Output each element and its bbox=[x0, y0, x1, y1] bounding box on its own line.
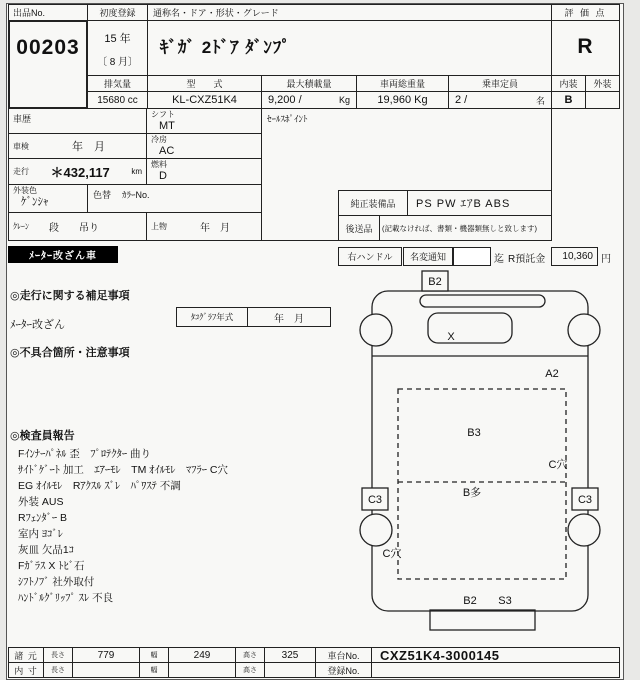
fuel-value: D bbox=[159, 170, 167, 182]
vehicle-name-header: 通称名・ドア・形状・グレード bbox=[147, 4, 552, 21]
report-line: 外装 AUS bbox=[18, 496, 64, 508]
registration-no-value bbox=[371, 662, 620, 678]
mark-left-lower: C穴 bbox=[382, 548, 402, 560]
capacity-value: 2 / bbox=[455, 94, 468, 106]
lot-number-label: 出品No. bbox=[8, 4, 88, 21]
mileage-cell bbox=[8, 158, 147, 185]
inner-length-label: 長さ bbox=[43, 662, 73, 678]
inner-height-value bbox=[264, 662, 316, 678]
inner-width-value bbox=[168, 662, 236, 678]
crane-hang: 吊り bbox=[79, 223, 99, 234]
genuine-equip-label: 純正装備品 bbox=[338, 190, 408, 216]
width-value: 249 bbox=[168, 647, 236, 663]
truck-outline bbox=[372, 291, 588, 611]
ac-cell bbox=[146, 133, 262, 159]
registration-no-label: 登録No. bbox=[315, 662, 372, 678]
interior-label: 内装 bbox=[551, 75, 586, 92]
front-grille bbox=[420, 295, 545, 307]
inspection-value: 年 月 bbox=[72, 141, 105, 153]
max-load-label: 最大積載量 bbox=[261, 75, 357, 92]
max-load-cell bbox=[261, 91, 357, 109]
name-change-box: 名変通知 bbox=[403, 247, 453, 266]
vehicle-diagram bbox=[350, 264, 622, 648]
body-color-label: 外装色 bbox=[13, 186, 37, 195]
chassis-no-label: 車台No. bbox=[315, 647, 372, 663]
mark-bed-mid: B多 bbox=[462, 487, 482, 499]
report-line: EG ｵｲﾙﾓﾚ Rｱｸｽﾙ ｽﾞﾚ ﾊﾟﾜｽﾃ 不調 bbox=[18, 480, 181, 492]
mileage-value: ＊432,117 bbox=[50, 165, 110, 180]
report-line: Rﾌｪﾝﾀﾞｰ B bbox=[18, 512, 68, 524]
recolor-cell bbox=[87, 184, 262, 213]
report-line: ﾊﾝﾄﾞﾙｸﾞﾘｯﾌﾟ ｽﾚ 不良 bbox=[18, 592, 114, 604]
body-color-value: ｹﾞﾝｼｬ bbox=[21, 196, 49, 208]
right-handle-box: 右ハンドル bbox=[338, 247, 402, 266]
lot-number: 00203 bbox=[8, 20, 88, 109]
meter-tampered-badge: ﾒｰﾀｰ改ざん車 bbox=[8, 246, 118, 263]
gross-weight-value: 19,960 Kg bbox=[356, 91, 449, 109]
specs-label: 諸 元 bbox=[8, 647, 44, 663]
defect-title: ◎不具合箇所・注意事項 bbox=[10, 347, 130, 359]
recycle-deposit-label: R預託金 bbox=[508, 254, 546, 265]
evaluation-grade: R bbox=[551, 20, 620, 76]
chassis-no-value: CXZ51K4-3000145 bbox=[371, 647, 620, 663]
capacity-cell bbox=[448, 91, 552, 109]
report-line: Fｲﾝﾅｰﾊﾟﾈﾙ 歪 ﾌﾟﾛﾃｸﾀｰ 曲り bbox=[18, 448, 151, 460]
report-line: 灰皿 欠品1ｺ bbox=[18, 544, 75, 556]
length-value: 779 bbox=[72, 647, 140, 663]
first-registration-cell bbox=[87, 20, 148, 76]
inspection-label: 車検 bbox=[13, 141, 29, 151]
mark-front: B2 bbox=[428, 276, 442, 288]
shift-value: MT bbox=[159, 120, 175, 132]
cargo-bed-outline bbox=[398, 389, 566, 579]
mileage-label: 走行 bbox=[13, 167, 29, 176]
first-registration-year: 15 年 bbox=[104, 33, 131, 45]
meter-tampered-note: ﾒｰﾀｰ改ざん bbox=[10, 319, 65, 331]
fuel-label: 燃料 bbox=[151, 160, 167, 169]
genuine-equip-value: PS PW ｴｱB ABS bbox=[407, 190, 552, 216]
inspector-report-title: ◎検査員報告 bbox=[10, 430, 75, 442]
length-label: 長さ bbox=[43, 647, 73, 663]
width-label: 幅 bbox=[139, 647, 169, 663]
recolor-label: 色替 bbox=[93, 190, 112, 200]
first-registration-label: 初度登録 bbox=[87, 4, 148, 21]
model-code-value: KL-CXZ51K4 bbox=[147, 91, 262, 109]
windshield bbox=[428, 313, 512, 343]
mileage-note-title: ◎走行に関する補足事項 bbox=[10, 290, 130, 302]
displacement-label: 排気量 bbox=[87, 75, 148, 92]
history-label: 車歴 bbox=[13, 114, 32, 124]
displacement-value: 15680 cc bbox=[87, 91, 148, 109]
mark-right-box: C3 bbox=[577, 494, 593, 506]
mark-rear-left: B2 bbox=[463, 595, 477, 607]
max-load-value: 9,200 / bbox=[268, 94, 302, 106]
report-line: Fｶﾞﾗｽ X ﾄﾋﾞ石 bbox=[18, 560, 85, 572]
shift-label: シフト bbox=[151, 110, 175, 119]
exterior-grade bbox=[585, 91, 620, 109]
currency-label: 円 bbox=[601, 254, 611, 265]
inner-height-label: 高さ bbox=[235, 662, 265, 678]
inspection-cell bbox=[8, 133, 147, 159]
height-value: 325 bbox=[264, 647, 316, 663]
interior-grade: B bbox=[551, 91, 586, 109]
rear-right-wheel bbox=[568, 514, 600, 546]
upper-body-cell bbox=[146, 212, 262, 241]
report-line: ｼﾌﾄﾉﾌﾞ 社外取付 bbox=[18, 576, 95, 588]
rear-left-wheel bbox=[360, 514, 392, 546]
max-load-unit: Kg bbox=[338, 95, 350, 105]
front-right-wheel bbox=[568, 314, 600, 346]
upper-body-value: 年 月 bbox=[200, 223, 230, 234]
inner-width-label: 幅 bbox=[139, 662, 169, 678]
gross-weight-label: 車両総重量 bbox=[356, 75, 449, 92]
report-line: 室内 ﾖｺﾞﾚ bbox=[18, 528, 63, 540]
mark-left-box: C3 bbox=[367, 494, 383, 506]
exterior-label: 外装 bbox=[585, 75, 620, 92]
model-code-label: 型 式 bbox=[147, 75, 262, 92]
later-items-note: (記載なければ、書類・機器類無しと致します) bbox=[379, 215, 552, 241]
rear-gate bbox=[430, 610, 535, 630]
evaluation-label: 評 価 点 bbox=[551, 4, 620, 21]
body-color-cell bbox=[8, 184, 88, 213]
tachograph-value-box: 年 月 bbox=[247, 307, 331, 327]
upper-body-label: 上物 bbox=[151, 222, 167, 231]
mileage-unit: km bbox=[131, 167, 142, 176]
recycle-deposit-fee: 10,360 bbox=[551, 247, 598, 266]
fuel-cell bbox=[146, 158, 262, 185]
crane-stage: 段 bbox=[49, 223, 59, 234]
later-items-label: 後送品 bbox=[338, 215, 380, 241]
capacity-unit: 名 bbox=[535, 95, 545, 106]
ac-label: 冷房 bbox=[151, 135, 167, 144]
shift-cell bbox=[146, 108, 262, 134]
height-label: 高さ bbox=[235, 647, 265, 663]
mark-right-upper: A2 bbox=[545, 368, 559, 380]
front-left-wheel bbox=[360, 314, 392, 346]
vehicle-name: ｷﾞｶﾞ 2ﾄﾞｱ ﾀﾞﾝﾌﾟ bbox=[147, 20, 552, 76]
history-cell bbox=[8, 108, 147, 134]
color-no-label: ｶﾗｰNo. bbox=[122, 190, 150, 200]
tachograph-label-box: ﾀｺｸﾞﾗﾌ年式 bbox=[176, 307, 248, 327]
mark-windshield: X bbox=[447, 331, 455, 343]
report-line: ｻｲﾄﾞｹﾞｰﾄ 加工 ｴｱｰﾓﾚ TM ｵｲﾙﾓﾚ ﾏﾌﾗｰ C穴 bbox=[18, 464, 228, 476]
mark-right-mid: C穴 bbox=[548, 459, 568, 471]
first-registration-month: 〔 8 月〕 bbox=[96, 57, 139, 68]
until-label: 迄 bbox=[494, 254, 504, 265]
inner-dims-label: 内 寸 bbox=[8, 662, 44, 678]
capacity-label: 乗車定員 bbox=[448, 75, 552, 92]
mark-bed-upper: B3 bbox=[467, 427, 481, 439]
crane-label: ｸﾚｰﾝ bbox=[13, 222, 29, 231]
inner-length-value bbox=[72, 662, 140, 678]
sales-point-label: ｾｰﾙｽﾎﾟｲﾝﾄ bbox=[267, 114, 308, 124]
ac-value: AC bbox=[159, 145, 175, 157]
crane-cell bbox=[8, 212, 147, 241]
mark-rear-right: S3 bbox=[498, 595, 512, 607]
